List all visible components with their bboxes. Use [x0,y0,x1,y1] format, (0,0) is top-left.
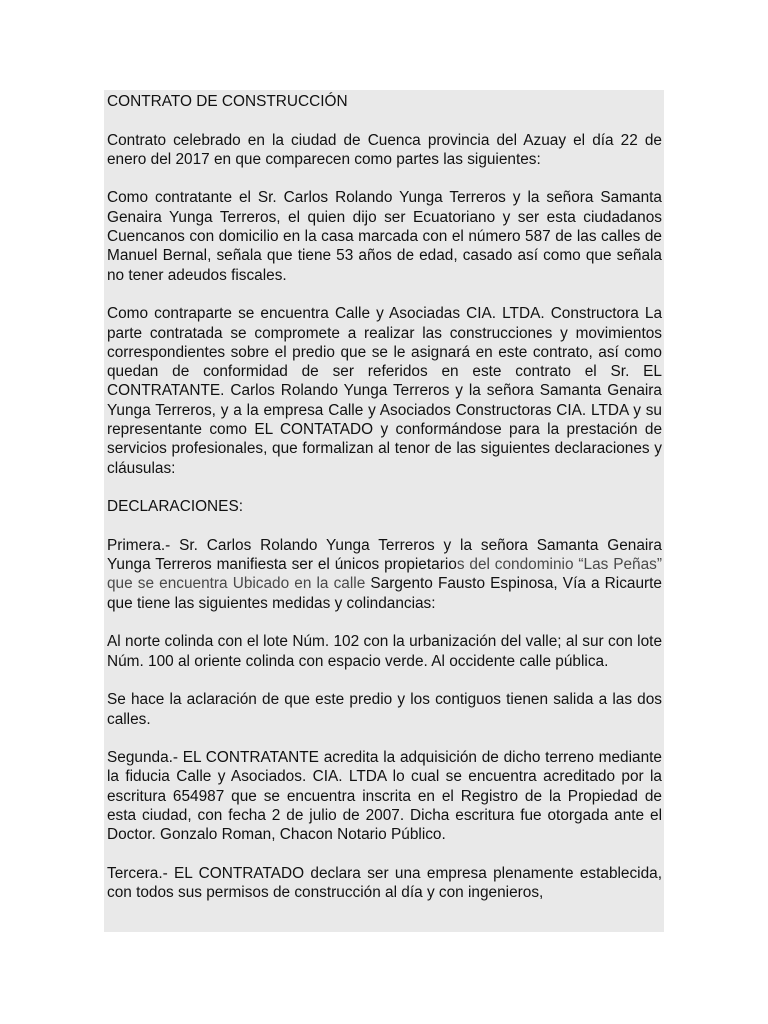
document-body [104,90,664,932]
primera-text-b: s del condominio “Las Peñas” que se encuentra Ubicado en la calle [107,556,662,593]
primera-text-a: Primera.- Sr. Carlos Rolando Yunga Terreros y la señora Samanta Genaira Yunga Terreros manifiesta ser el únicos propietario [107,536,662,574]
paragraph-intro: Contrato celebrado en la ciudad de Cuenca provincia del Azuay el día 22 de enero del 2017 en que comparecen como partes las siguientes: [107,131,662,168]
document-title: CONTRATO DE CONSTRUCCIÓN [107,93,348,110]
paragraph-primera [107,536,662,613]
primera-text-c: Sargento Fausto Espinosa, Vía a Ricaurte que tiene las siguientes medidas y colindancias: [107,575,662,612]
paragraph-contraparte: Como contraparte se encuentra Calle y Asociadas CIA. LTDA. Constructora La parte contratada se compromete a realizar las construcciones y movimientos correspondientes sobre el predio que se le asignará en este contrato, así como quedan de conformidad de ser referidos en este contrato el Sr. EL CONTRATANTE. Carlos Rolando Yunga Terreros y la señora Samanta Genaira Yunga Terreros, y a la empresa Calle y Asociados Constructoras CIA. LTDA y su representante como EL CONTATADO y conformándose para la prestación de servicios profesionales, que formalizan al tenor de las siguientes declaraciones y cláusulas: [107,305,662,477]
paragraph-colindancias: Al norte colinda con el lote Núm. 102 con la urbanización del valle; al sur con lote Núm. 100 al oriente colinda con espacio verde. Al occidente calle pública. [107,633,662,670]
paragraph-contratante: Como contratante el Sr. Carlos Rolando Yunga Terreros y la señora Samanta Genaira Yunga Terreros, el quien dijo ser Ecuatoriano y ser esta ciudadanos Cuencanos con domicilio en la casa marcada con el número 587 de las calles de Manuel Bernal, señala que tiene 53 años de edad, casado así como que señala no tener adeudos fiscales. [107,189,662,284]
paragraph-aclaracion: Se hace la aclaración de que este predio y los contiguos tienen salida a las dos calles. [107,691,662,728]
declaraciones-heading: DECLARACIONES: [107,498,243,516]
paragraph-segunda: Segunda.- EL CONTRATANTE acredita la adquisición de dicho terreno mediante la fiducia Calle y Asociados. CIA. LTDA lo cual se encuentra acreditado por la escritura 654987 que se encuentra inscrita en el Registro de la Propiedad de esta ciudad, con fecha 2 de julio de 2007. Dicha escritura fue otorgada ante el Doctor. Gonzalo Roman, Chacon Notario Público. [107,749,662,844]
paragraph-tercera: Tercera.- EL CONTRATADO declara ser una empresa plenamente establecida, con todos sus permisos de construcción al día y con ingenieros, [107,864,662,902]
